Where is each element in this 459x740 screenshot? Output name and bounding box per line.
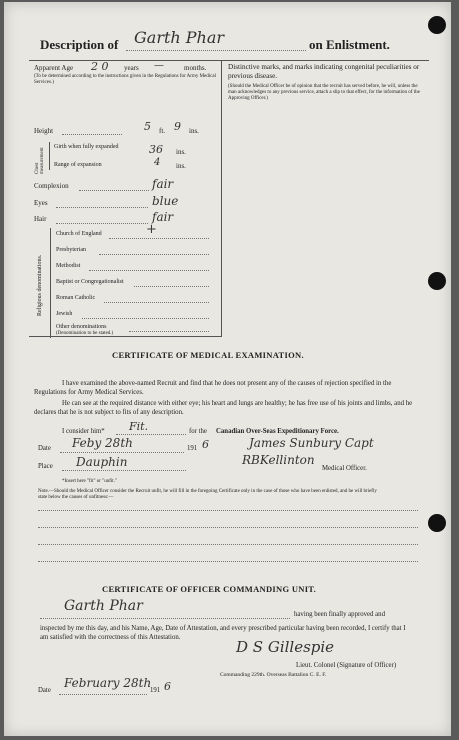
medical-paragraph-1: I have examined the above-named Recruit and find that he does not present any of the causes of rejection specified in the Regulations for Army Medical Services. <box>34 380 392 396</box>
punch-hole-top <box>428 16 446 34</box>
officer-certificate-title: CERTIFICATE OF OFFICER COMMANDING UNIT. <box>102 584 317 594</box>
girth-handwritten: 36 <box>149 143 163 156</box>
medical-officer-label: Medical Officer. <box>322 465 367 472</box>
medical-date-handwritten: Feby 28th <box>72 436 133 450</box>
complexion-handwritten: fair <box>152 177 174 191</box>
religion-jewish: Jewish <box>56 311 73 317</box>
months-label: months. <box>184 64 207 72</box>
height-feet-handwritten: 5 <box>144 120 151 133</box>
medical-signature-1: James Sunbury Capt <box>249 436 374 450</box>
officer-date-handwritten: February 28th <box>64 676 152 690</box>
officer-date-label: Date <box>38 687 51 694</box>
age-years-handwritten: 2 0 <box>91 60 109 73</box>
height-inches-handwritten: 9 <box>174 120 181 133</box>
eyes-label: Eyes <box>34 199 48 207</box>
religion-church-of-england: Church of England <box>56 231 102 237</box>
officer-recruit-name-handwritten: Garth Phar <box>64 598 143 614</box>
header-name-handwritten: Garth Phar <box>134 28 225 47</box>
distinctive-marks-note: (Should the Medical Officer be of opinion that the recruit has served before, he will, unless the man acknowledges to any previous service, attach a slip to that effect, for the information of the Approving Officer.) <box>228 84 420 101</box>
punch-hole-middle <box>428 272 446 290</box>
years-label: years <box>124 64 139 72</box>
age-months-handwritten: — <box>154 60 164 71</box>
officer-signature: D S Gillespie <box>236 638 335 656</box>
header-on-enlistment: on Enlistment. <box>309 37 390 52</box>
eyes-handwritten: blue <box>152 194 179 208</box>
girth-label: Girth when fully expanded <box>54 144 119 150</box>
range-handwritten: 4 <box>154 157 161 168</box>
religion-baptist: Baptist or Congregationalist <box>56 279 124 285</box>
religion-other: Other denominations <box>56 324 107 330</box>
height-label: Height <box>34 127 54 135</box>
other-denomination-note: (Denomination to be stated.) <box>56 331 114 336</box>
medical-certificate-title: CERTIFICATE OF MEDICAL EXAMINATION. <box>112 350 304 360</box>
officer-rank-label: Lieut. Colonel (Signature of Officer) <box>296 662 397 669</box>
consider-him-label: I consider him* <box>62 428 105 435</box>
ins-label: ins. <box>189 127 199 135</box>
religion-presbyterian: Presbyterian <box>56 247 86 253</box>
apparent-age-label: Apparent Age <box>34 64 74 72</box>
religious-denominations-label: Religious denominations. <box>37 254 43 316</box>
medical-officer-signature: RBKellinton <box>242 453 315 467</box>
girth-ins: ins. <box>176 148 186 156</box>
distinctive-marks-heading: Distinctive marks, and marks indicating congenital peculiarities or previous disease. <box>228 63 420 80</box>
punch-hole-lower <box>428 514 446 532</box>
officer-paragraph: inspected by me this day, and his Name, Age, Date of Attestation, and every prescribed particular having been recorded, I certify that I am satisfied with the correctness of this Attestation. <box>40 625 406 641</box>
hair-handwritten: fair <box>152 210 174 224</box>
header-description-of: Description of <box>40 37 119 52</box>
place-label: Place <box>38 463 53 470</box>
for-the-label: for the <box>189 428 207 435</box>
medical-unfit-note: Note.—Should the Medical Officer consider the Recruit unfit, he will fill in the foregoing Certificate only in the case of those who have been enlisted, and he will briefly state below the causes of unfitness:— <box>38 489 377 500</box>
range-ins: ins. <box>176 162 186 170</box>
attestation-paper <box>4 2 451 736</box>
medical-year-handwritten: 6 <box>202 438 209 451</box>
range-label: Range of expansion <box>54 162 102 168</box>
officer-year-handwritten: 6 <box>164 680 171 693</box>
officer-year-printed: 191 <box>150 687 161 694</box>
place-handwritten: Dauphin <box>76 455 128 469</box>
battalion-stamp: Commanding 229th. Overseas Battalion C. E. F. <box>220 672 327 678</box>
fit-handwritten: Fit. <box>129 420 149 433</box>
medical-date-label: Date <box>38 445 51 452</box>
hair-label: Hair <box>34 215 47 223</box>
insert-note: *Insert here "fit" or "unfit." <box>62 479 117 484</box>
medical-paragraph-2: He can see at the required distance with either eye; his heart and lungs are healthy; he has free use of his joints and limbs, and he declares that he is not subject to fits of any description. <box>34 400 413 416</box>
chest-measurement-label: Chest measurement <box>35 147 45 174</box>
religion-roman-catholic: Roman Catholic <box>56 295 96 301</box>
medical-year-printed: 191 <box>187 445 198 452</box>
religion-mark-handwritten: + <box>146 222 157 237</box>
force-label: Canadian Over-Seas Expeditionary Force. <box>216 428 339 435</box>
ft-label: ft. <box>159 127 166 135</box>
religion-methodist: Methodist <box>56 263 81 269</box>
age-note: (To be determined according to the instructions given in the Regulations for Army Medical Services.) <box>34 74 216 85</box>
having-been-label: having been finally approved and <box>294 611 385 618</box>
complexion-label: Complexion <box>34 182 69 190</box>
